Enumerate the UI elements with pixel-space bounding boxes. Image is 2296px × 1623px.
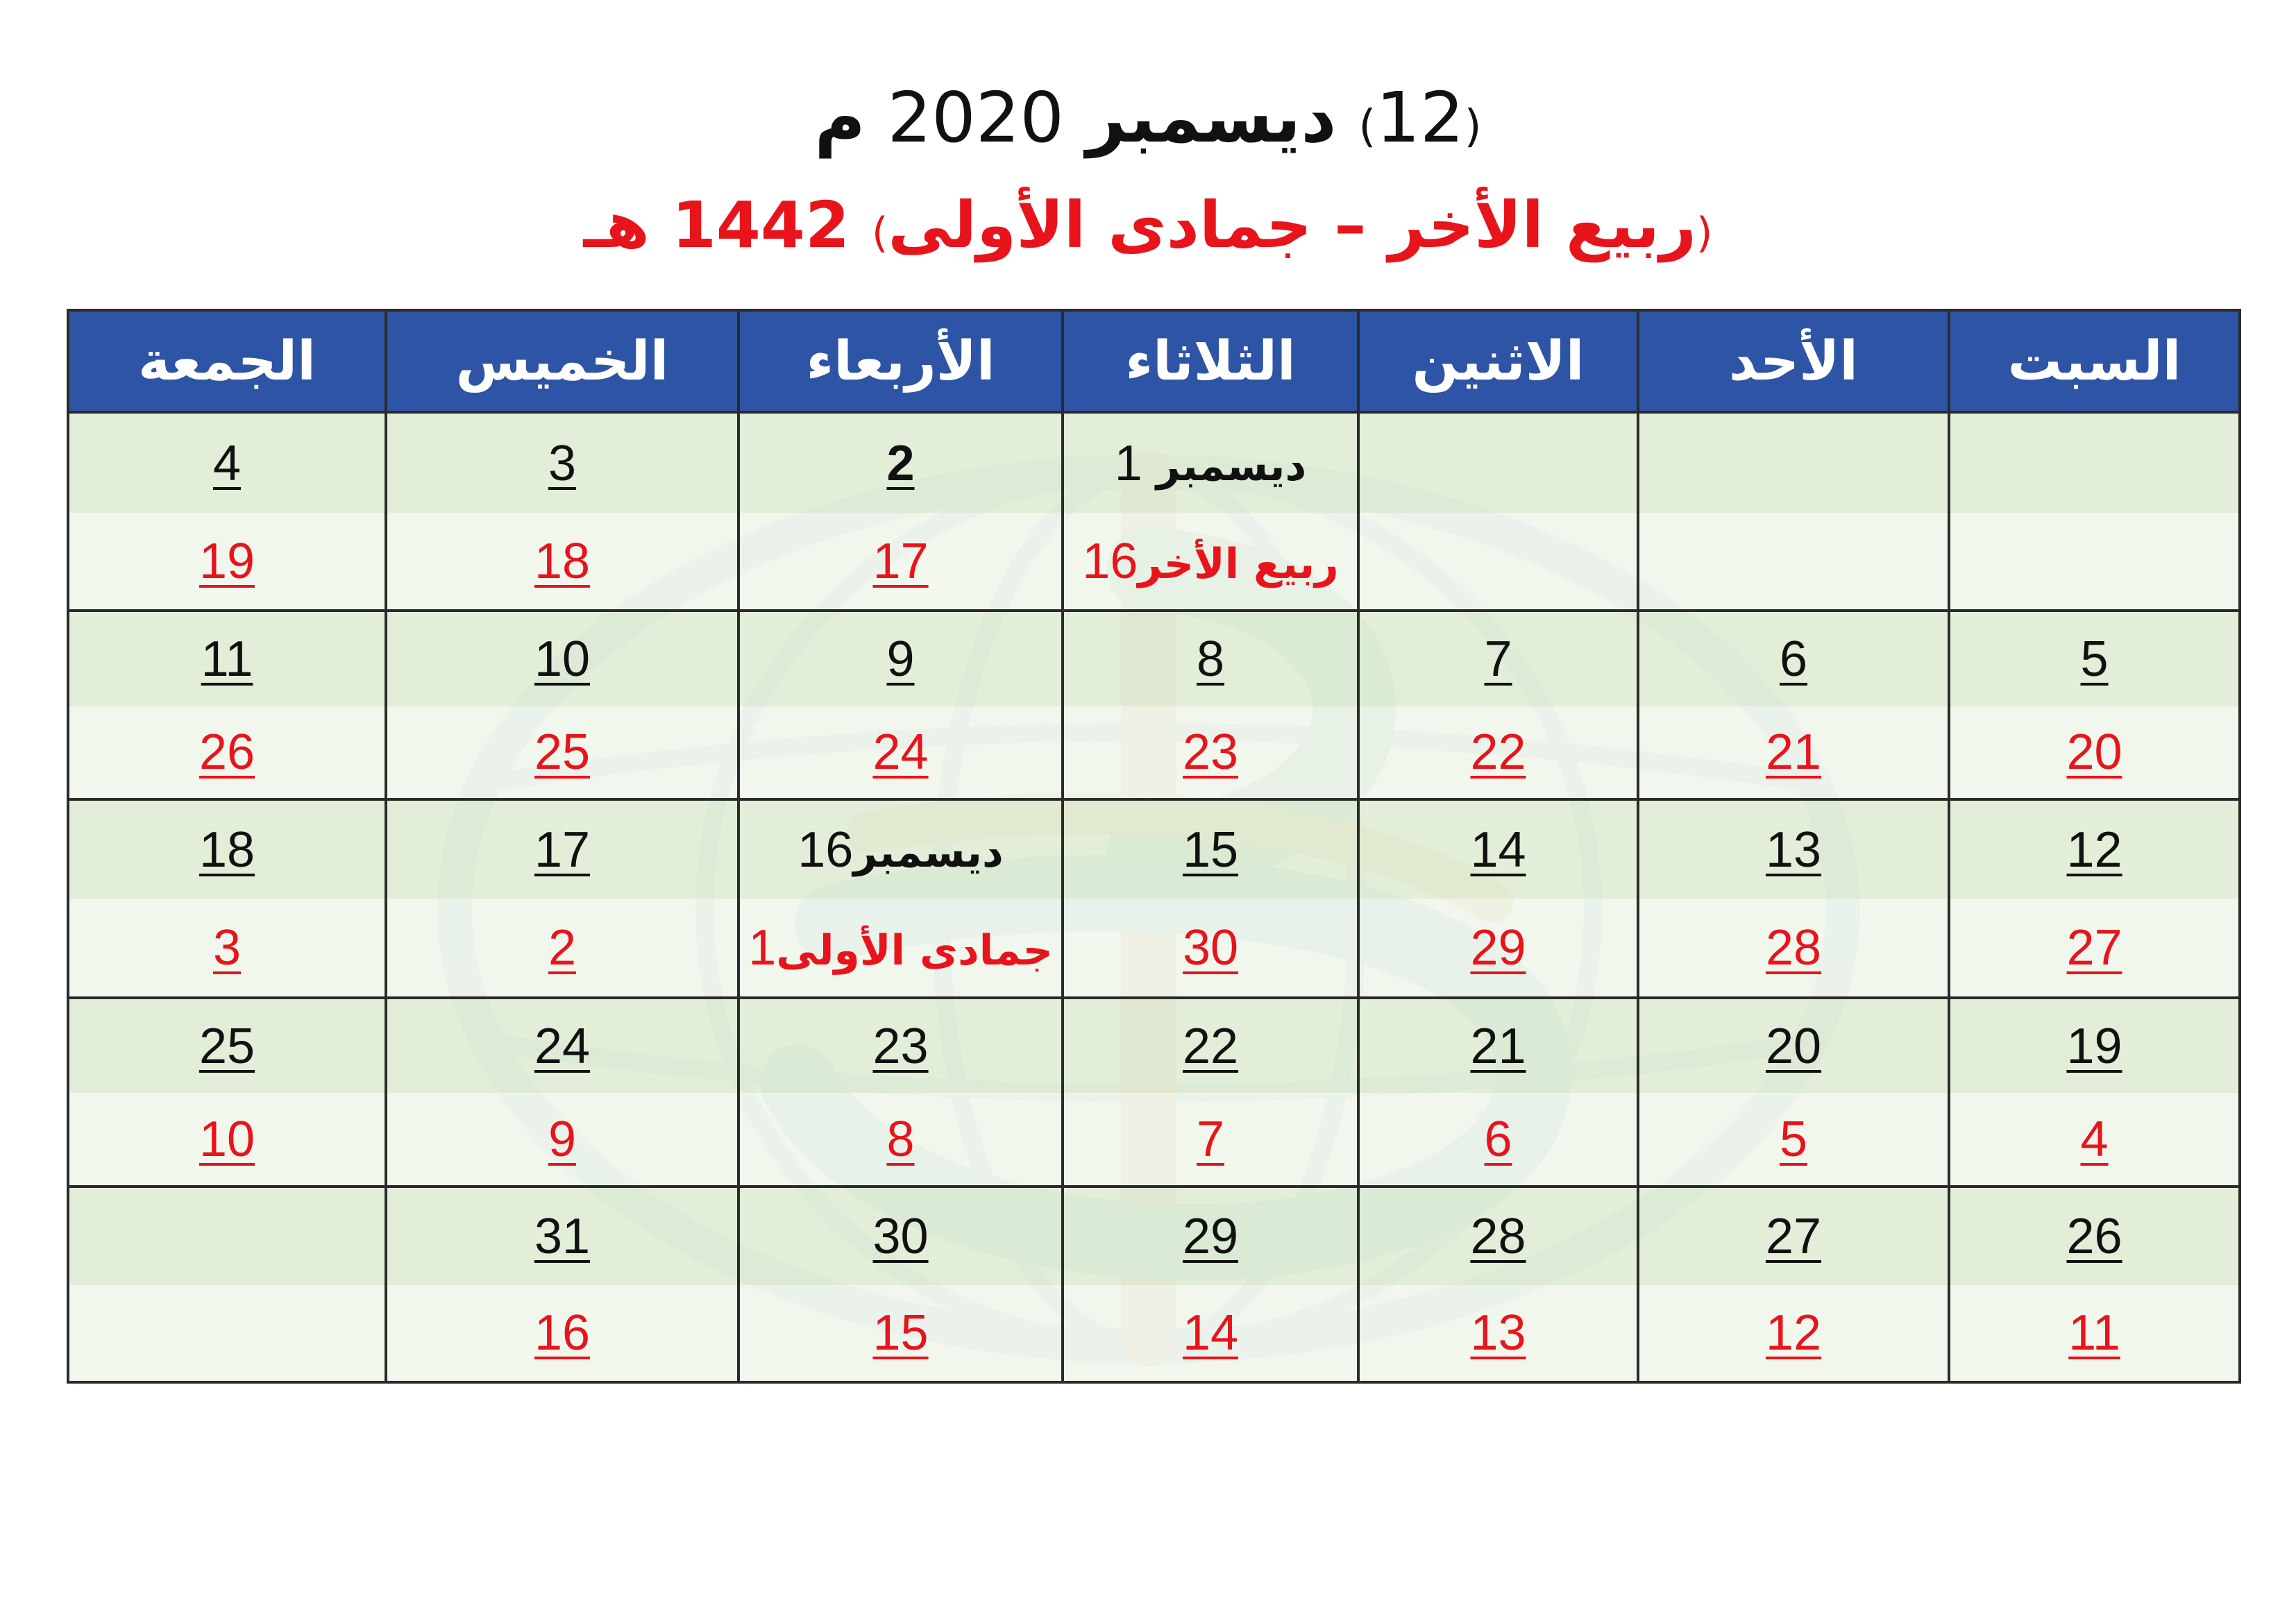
hijri-day: 5: [1779, 1111, 1808, 1167]
hijri-day: 25: [534, 724, 591, 780]
month-label-december: ديسمبر: [853, 828, 1004, 877]
hijri-day: 19: [199, 533, 255, 589]
gregorian-day: 28: [1470, 1209, 1526, 1264]
gregorian-day-cell: [68, 799, 386, 899]
gregorian-day-cell: [1063, 1187, 1358, 1285]
hijri-day: 12: [1765, 1305, 1822, 1361]
gregorian-day: 12: [2066, 822, 2122, 878]
gregorian-day: 27: [1765, 1209, 1822, 1264]
gregorian-day-cell: [738, 412, 1063, 513]
hijri-day: 29: [1470, 919, 1526, 976]
gregorian-day: 11: [201, 631, 253, 687]
gregorian-day: 25: [199, 1018, 255, 1074]
hijri-day: 17: [872, 533, 929, 589]
hijri-day-cell: [1949, 899, 2240, 998]
hijri-day-cell: [68, 706, 386, 799]
hijri-day-cell: [1638, 706, 1949, 799]
gregorian-day: 7: [1484, 631, 1512, 687]
hijri-day: 8: [886, 1111, 915, 1167]
gregorian-day-cell: [1358, 611, 1638, 706]
calendar-table: [67, 309, 2241, 1384]
gregorian-day-cell: [386, 1187, 738, 1285]
month-label-rabi-akhir: ربيع الأخر: [1138, 539, 1339, 588]
weekday-tuesday: الثلاثاء: [1063, 310, 1358, 412]
hijri-day-cell: [386, 899, 738, 998]
hijri-day-cell: [1063, 1285, 1358, 1382]
gregorian-day-cell: [1358, 1187, 1638, 1285]
hijri-day: 22: [1470, 724, 1526, 780]
gregorian-day: 22: [1182, 1018, 1239, 1074]
hijri-day-cell: [386, 513, 738, 611]
week-5-hijri-row: [68, 1285, 2240, 1382]
gregorian-day: 8: [1196, 631, 1225, 687]
week-1-hijri-row: [68, 513, 2240, 611]
hijri-day: 16: [1082, 533, 1138, 589]
hijri-day-cell: [1949, 513, 2240, 611]
gregorian-day-cell: [1063, 611, 1358, 706]
hijri-day: 4: [2080, 1111, 2109, 1167]
hijri-day-cell: [1358, 706, 1638, 799]
weekday-wednesday: الأربعاء: [738, 310, 1063, 412]
gregorian-day-cell: [68, 1187, 386, 1285]
weekday-thursday: الخميس: [386, 310, 738, 412]
hijri-day-cell: [68, 899, 386, 998]
gregorian-day-cell: [68, 611, 386, 706]
hijri-day-cell: [1358, 513, 1638, 611]
gregorian-month-number: 12: [1376, 77, 1464, 158]
hijri-title: (ربيع الأخر – جمادى الأولى) 1442 هـ: [583, 188, 1713, 262]
hijri-day-cell: [738, 1093, 1063, 1187]
gregorian-day: 20: [1765, 1018, 1822, 1074]
gregorian-title: (12) ديسمبر 2020 م: [814, 77, 1482, 158]
gregorian-day-cell: [1638, 412, 1949, 513]
gregorian-day-cell: [1063, 412, 1358, 513]
hijri-day-cell: [738, 706, 1063, 799]
gregorian-day: 6: [1779, 631, 1808, 687]
gregorian-day-cell: [1949, 1187, 2240, 1285]
hijri-day: 27: [2066, 919, 2122, 976]
gregorian-month-name: ديسمبر: [1086, 77, 1337, 158]
hijri-day-cell: [1638, 1093, 1949, 1187]
hijri-day: 18: [534, 533, 591, 589]
gregorian-day-cell: [738, 998, 1063, 1093]
month-label-jumada-ula: جمادى الأولى: [776, 926, 1053, 975]
week-3-gregorian-row: [68, 799, 2240, 899]
week-4-gregorian-row: [68, 998, 2240, 1093]
hijri-day-cell: [1949, 1093, 2240, 1187]
gregorian-day: 18: [199, 822, 255, 878]
hijri-day-cell: [68, 1093, 386, 1187]
weekday-header-row: [68, 310, 2240, 412]
week-4-hijri-row: [68, 1093, 2240, 1187]
hijri-day: 26: [199, 724, 255, 780]
gregorian-day-cell: [1949, 799, 2240, 899]
gregorian-day-cell: [738, 1187, 1063, 1285]
hijri-day-cell: [1638, 513, 1949, 611]
hijri-day: 2: [548, 919, 577, 976]
month-label-december: ديسمبر: [1156, 441, 1307, 491]
gregorian-day-cell: [738, 611, 1063, 706]
gregorian-day: 23: [872, 1018, 929, 1074]
gregorian-day: 14: [1470, 822, 1526, 878]
hijri-day-cell: [1358, 899, 1638, 998]
hijri-day-cell: [738, 1285, 1063, 1382]
week-5-gregorian-row: [68, 1187, 2240, 1285]
hijri-day: 3: [212, 919, 242, 976]
hijri-day-cell: [1949, 706, 2240, 799]
gregorian-day-cell: [1949, 412, 2240, 513]
gregorian-day-cell: [1358, 412, 1638, 513]
gregorian-day: 16: [797, 822, 854, 878]
gregorian-day-cell: [386, 412, 738, 513]
hijri-day: 30: [1182, 919, 1239, 976]
gregorian-suffix: م: [814, 77, 866, 158]
gregorian-day-cell: [738, 799, 1063, 899]
hijri-month-names: ربيع الأخر – جمادى الأولى: [888, 188, 1696, 262]
hijri-suffix: هـ: [583, 188, 650, 262]
hijri-day-cell: [386, 1285, 738, 1382]
gregorian-day: 2: [886, 435, 915, 491]
hijri-day-cell: [386, 1093, 738, 1187]
gregorian-day: 9: [886, 631, 915, 687]
gregorian-day: 3: [548, 435, 577, 491]
hijri-day-cell: [386, 706, 738, 799]
gregorian-day: 5: [2080, 631, 2109, 687]
gregorian-day-cell: [68, 998, 386, 1093]
week-2-gregorian-row: [68, 611, 2240, 706]
gregorian-day-cell: [1638, 1187, 1949, 1285]
gregorian-day-cell: [1063, 799, 1358, 899]
weekday-saturday: السبت: [1949, 310, 2240, 412]
hijri-day: 10: [199, 1111, 255, 1167]
gregorian-day: 21: [1470, 1018, 1526, 1074]
hijri-day: 14: [1182, 1305, 1239, 1361]
hijri-day: 28: [1765, 919, 1822, 976]
hijri-day-cell: [1358, 1093, 1638, 1187]
hijri-day-cell: [1063, 513, 1358, 611]
gregorian-day: 26: [2066, 1209, 2122, 1264]
gregorian-day-cell: [386, 799, 738, 899]
hijri-year: 1442: [671, 188, 850, 262]
hijri-day: 9: [548, 1111, 577, 1167]
week-1-gregorian-row: [68, 412, 2240, 513]
weekday-monday: الاثنين: [1358, 310, 1638, 412]
week-2-hijri-row: [68, 706, 2240, 799]
hijri-day: 11: [2068, 1305, 2120, 1361]
hijri-day: 13: [1470, 1305, 1526, 1361]
hijri-day: 23: [1182, 724, 1239, 780]
gregorian-day: 29: [1182, 1209, 1239, 1264]
gregorian-day-cell: [386, 998, 738, 1093]
gregorian-day: 4: [212, 435, 242, 491]
gregorian-day: 1: [1114, 435, 1142, 491]
hijri-day-cell: [1638, 899, 1949, 998]
hijri-day: 24: [872, 724, 929, 780]
gregorian-day-cell: [1358, 799, 1638, 899]
hijri-day-cell: [1063, 706, 1358, 799]
gregorian-day-cell: [1949, 998, 2240, 1093]
hijri-day-cell: [738, 899, 1063, 998]
gregorian-day: 24: [534, 1018, 591, 1074]
week-3-hijri-row: [68, 899, 2240, 998]
weekday-sunday: الأحد: [1638, 310, 1949, 412]
hijri-day: 7: [1196, 1111, 1225, 1167]
hijri-day-cell: [1063, 1093, 1358, 1187]
gregorian-day: 17: [534, 822, 591, 878]
gregorian-day: 13: [1765, 822, 1822, 878]
gregorian-day-cell: [1638, 998, 1949, 1093]
gregorian-day: 15: [1182, 822, 1239, 878]
weekday-friday: الجمعة: [68, 310, 386, 412]
hijri-day: 1: [748, 919, 777, 976]
hijri-day-cell: [1063, 899, 1358, 998]
gregorian-day-cell: [1638, 611, 1949, 706]
gregorian-day: 31: [534, 1209, 591, 1264]
hijri-day-cell: [738, 513, 1063, 611]
hijri-day-cell: [68, 513, 386, 611]
gregorian-day: 30: [872, 1209, 929, 1264]
gregorian-day-cell: [68, 412, 386, 513]
hijri-day: 21: [1765, 724, 1822, 780]
gregorian-day-cell: [1949, 611, 2240, 706]
gregorian-day: 10: [534, 631, 591, 687]
hijri-day-cell: [1949, 1285, 2240, 1382]
gregorian-year: 2020: [887, 77, 1065, 158]
gregorian-day-cell: [1063, 998, 1358, 1093]
hijri-day: 6: [1484, 1111, 1512, 1167]
hijri-day: 20: [2066, 724, 2122, 780]
hijri-day: 15: [872, 1305, 929, 1361]
hijri-day: 16: [534, 1305, 591, 1361]
gregorian-day-cell: [1358, 998, 1638, 1093]
gregorian-day-cell: [386, 611, 738, 706]
gregorian-day: 19: [2066, 1018, 2122, 1074]
gregorian-day-cell: [1638, 799, 1949, 899]
hijri-day-cell: [1358, 1285, 1638, 1382]
hijri-day-cell: [68, 1285, 386, 1382]
hijri-day-cell: [1638, 1285, 1949, 1382]
